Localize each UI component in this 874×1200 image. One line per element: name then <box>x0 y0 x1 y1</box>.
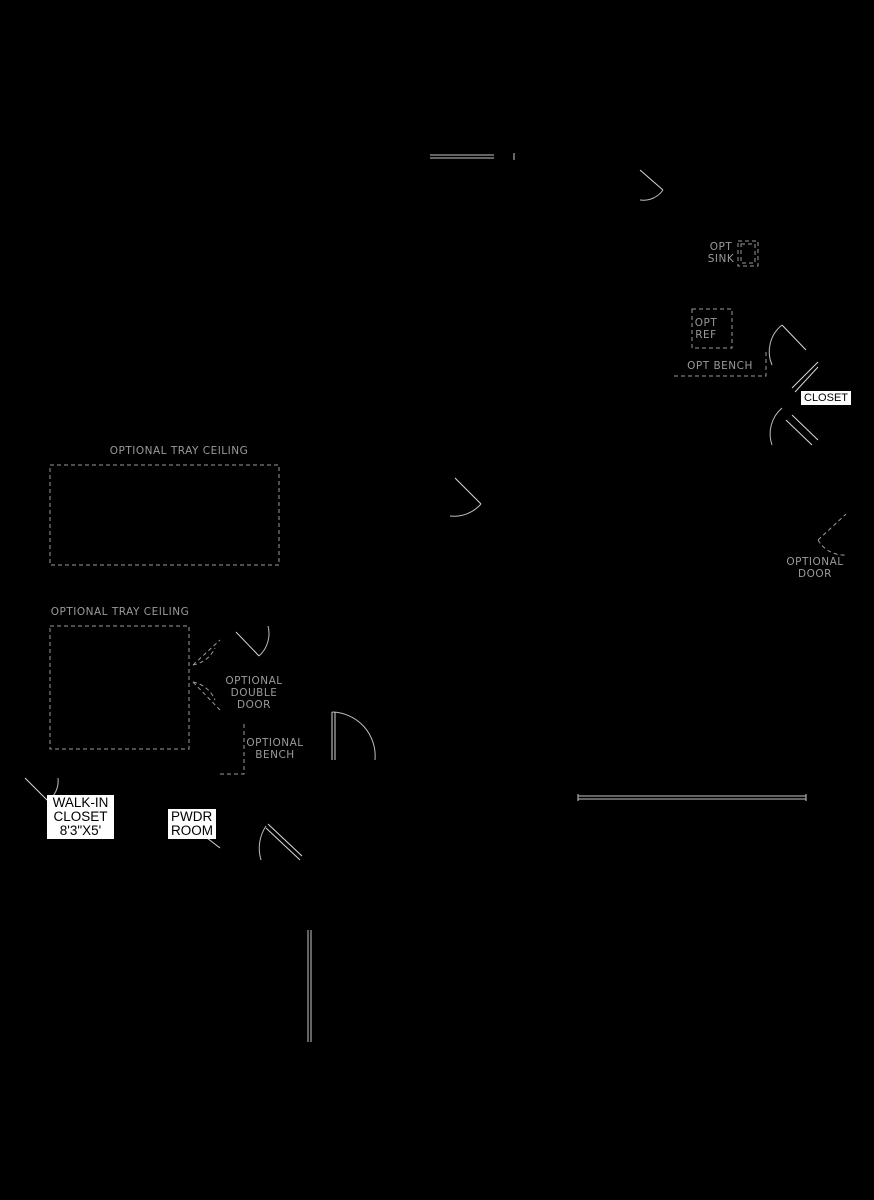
pwdr-room-label-line2: ROOM <box>171 823 213 838</box>
wall-segment-right <box>578 794 806 801</box>
opt-ref-label-line2: REF <box>695 329 717 341</box>
door-middle <box>450 478 481 516</box>
powder-room-door <box>207 824 302 860</box>
tray-ceiling-1-label: OPTIONAL TRAY CEILING <box>109 445 249 457</box>
optional-door-label-line1: OPTIONAL <box>786 556 844 568</box>
opt-sink-label-line2: SINK <box>707 253 735 265</box>
optional-double-door-label <box>222 675 286 711</box>
door-large <box>332 712 375 760</box>
opt-ref-label-line1: OPT <box>694 317 718 329</box>
top-window <box>430 153 514 160</box>
closet-label: CLOSET <box>801 391 851 405</box>
optional-door-label <box>782 556 848 580</box>
tray-ceiling-2-outline <box>50 626 189 749</box>
opt-sink-label <box>700 241 742 265</box>
optional-double-door-label-line1: OPTIONAL <box>225 675 283 687</box>
optional-bench-label-line1: OPTIONAL <box>246 737 304 749</box>
door-top <box>640 170 663 200</box>
walk-in-closet-label <box>47 795 114 839</box>
opt-bench-top-label: OPT BENCH <box>687 360 753 372</box>
pwdr-room-label <box>168 809 216 839</box>
optional-double-door <box>193 640 220 710</box>
walk-in-closet-label-line3: 8'3"X5' <box>59 823 102 838</box>
optional-bench-outline <box>220 724 244 774</box>
tray-ceiling-2-label: OPTIONAL TRAY CEILING <box>50 606 190 618</box>
optional-door-label-line2: DOOR <box>798 568 832 580</box>
optional-double-door-label-line2: DOUBLE <box>230 687 278 699</box>
optional-double-door-label-line3: DOOR <box>237 699 271 711</box>
optional-bench-label-line2: BENCH <box>255 749 295 761</box>
door-upper-hall <box>236 626 269 656</box>
opt-ref-label <box>690 317 722 341</box>
tray-ceiling-1-outline <box>50 465 279 565</box>
closet-doors <box>769 325 818 445</box>
walk-in-closet-label-line2: CLOSET <box>53 809 108 824</box>
opt-sink-label-line1: OPT <box>709 241 733 253</box>
optional-door-right <box>818 514 846 555</box>
wall-segment-lower <box>308 930 311 1042</box>
optional-bench-label <box>243 737 307 761</box>
pwdr-room-label-line1: PWDR <box>171 809 213 824</box>
opt-sink-inner <box>741 244 755 263</box>
walk-in-closet-label-line1: WALK-IN <box>52 795 109 810</box>
